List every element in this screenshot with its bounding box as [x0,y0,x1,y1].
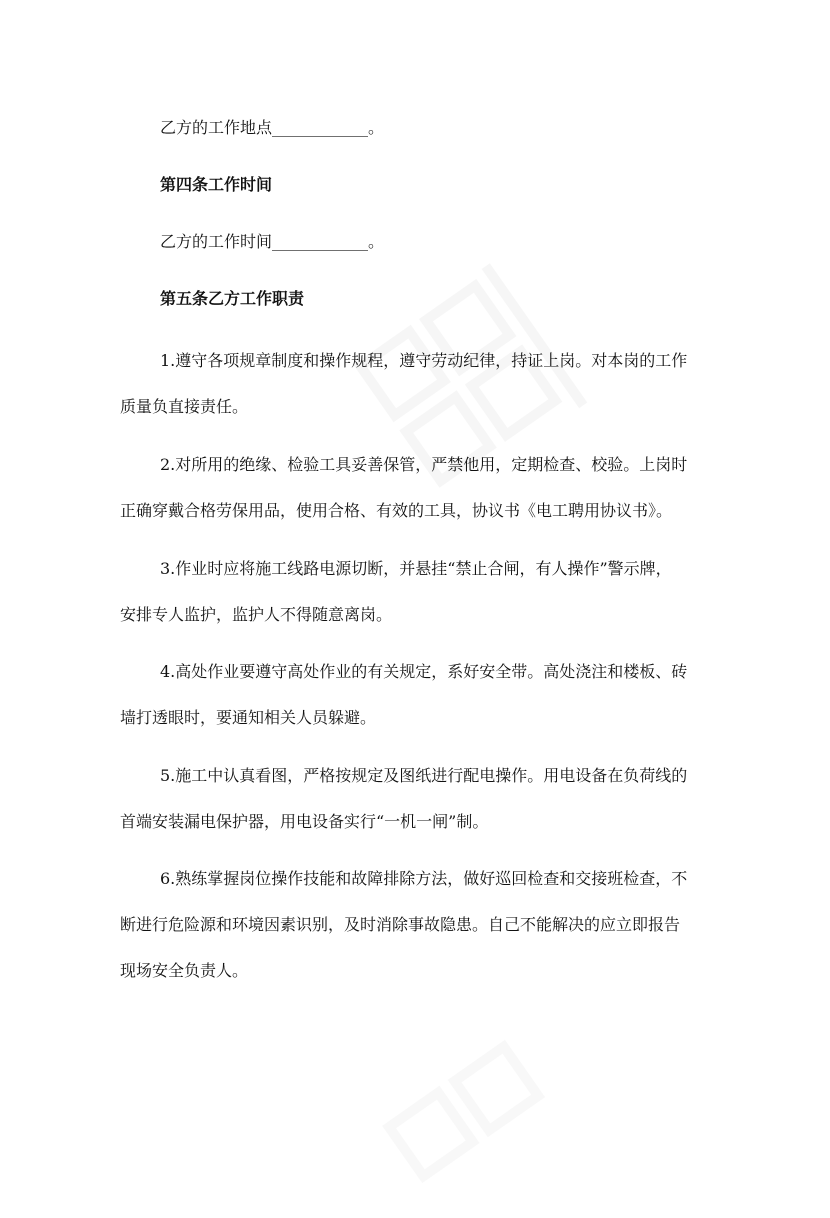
duty-4-line-1: 4.高处作业要遵守高处作业的有关规定，系好安全带。高处浇注和楼板、砖 [160,662,688,681]
watermark-logo [313,213,647,547]
duty-3-line-1: 3.作业时应将施工线路电源切断，并悬挂“禁止合闸，有人操作”警示牌， [160,559,672,578]
duty-5-line-2: 首端安装漏电保护器，用电设备实行“一机一闸”制。 [120,812,489,831]
duty-6-line-1: 6.熟练掌握岗位操作技能和故障排除方法，做好巡回检查和交接班检查，不 [160,869,688,888]
work-location-line: 乙方的工作地点____________。 [160,118,385,137]
article-4-heading: 第四条工作时间 [160,175,273,194]
duty-6-line-3: 现场安全负责人。 [120,961,249,980]
duty-2-line-1: 2.对所用的绝缘、检验工具妥善保管，严禁他用，定期检查、校验。上岗时 [160,455,688,474]
duty-2-line-2: 正确穿戴合格劳保用品，使用合格、有效的工具，协议书《电工聘用协议书》。 [120,501,673,520]
work-time-line: 乙方的工作时间____________。 [160,232,385,251]
duty-5-line-1: 5.施工中认真看图，严格按规定及图纸进行配电操作。用电设备在负荷线的 [160,766,688,785]
duty-1-line-2: 质量负直接责任。 [120,397,249,416]
duty-4-line-2: 墙打透眼时，要通知相关人员躲避。 [120,708,377,727]
duty-3-line-2: 安排专人监护，监护人不得随意离岗。 [120,605,393,624]
duty-1-line-1: 1.遵守各项规章制度和操作规程，遵守劳动纪律，持证上岗。对本岗的工作 [160,351,688,370]
article-5-heading: 第五条乙方工作职责 [160,289,305,308]
duty-6-line-2: 断进行危险源和环境因素识别，及时消除事故隐患。自己不能解决的应立即报告 [120,915,681,934]
watermark-logo-lower [347,982,612,1218]
